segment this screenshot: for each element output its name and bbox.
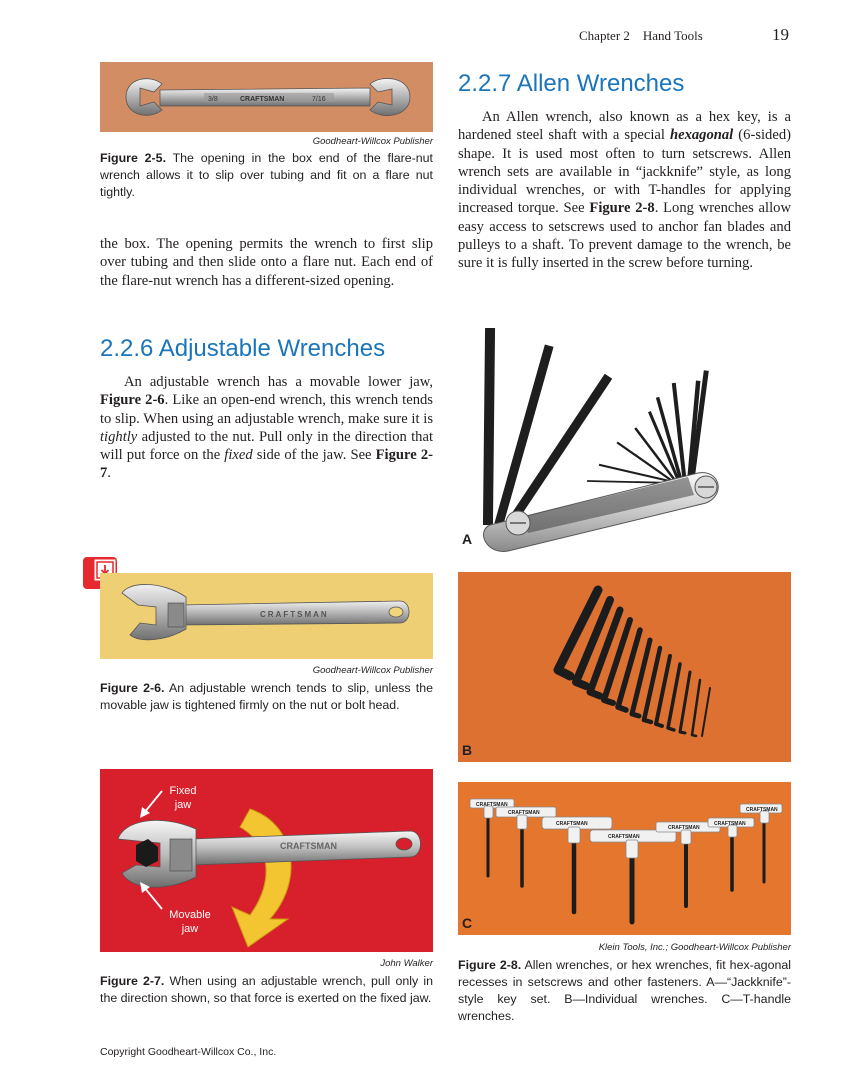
figure-2-8-photo-c [458,782,791,935]
figure-2-6-caption [100,680,433,714]
body-text: side of the jaw. See [252,447,376,464]
figure-2-7-label: Figure 2-7. [100,974,165,988]
section-title-2-2-7: 2.2.7 Allen Wrenches [458,70,685,97]
handle-brand: CRAFTSMAN [508,810,540,816]
figure-reference[interactable]: Figure 2-8 [589,200,655,217]
figure-2-7-caption [100,973,433,1007]
body-text: (6-sided) shape. It is used most often to turn setscrews. Allen wrench sets are available in “jackknife” style, as long individual wrenches, or with T-handles for applying increased torque. See [458,127,791,217]
figure-2-8-photo-b [458,572,791,762]
handle-brand: CRAFTSMAN [476,802,508,808]
figure-2-5-photo [100,62,433,132]
figure-2-7-photo [100,769,433,952]
figure-2-5-caption [100,150,433,201]
handle-brand: CRAFTSMAN [608,834,640,840]
handle-brand: CRAFTSMAN [556,821,588,827]
panel-label-b: B [462,742,473,758]
body-text: An Allen wrench, also known as a hex key, is a hardened steel shaft with a special [458,109,791,144]
wrench-stamp-left: 3/8 [208,96,218,103]
body-text: An adjustable wrench has a movable lower jaw, [124,374,433,390]
callout-movable-jaw-line1: Movable [169,909,211,921]
left-column-paragraph [100,235,433,290]
callout-fixed-jaw-line1: Fixed [169,785,197,797]
body-text: adjusted to the nut. Pull only in the direction that will put force on the [100,428,433,464]
emphasis-text: fixed [224,447,253,464]
paragraph-text: the box. The opening permits the wrench to first slip over tubing and then slide onto a flare nut. Each end of the flare-nut wrench has a different-sized opening. [100,236,433,289]
wrench-stamp: CRAFTSMAN [280,841,337,851]
handle-brand: CRAFTSMAN [746,807,778,813]
figure-2-6-photo [100,573,433,659]
figure-2-5-label: Figure 2-5. [100,151,167,165]
figure-2-7-credit: John Walker [380,958,433,969]
figure-2-8-caption [458,957,791,1025]
wrench-stamp-mid: CRAFTSMAN [240,96,285,103]
figure-2-6-caption-text: An adjustable wrench tends to slip, unless the movable jaw is tightened firmly on the nut or bolt head. [100,681,433,712]
panel-label-c: C [462,915,473,931]
emphasis-text: hexagonal [669,127,734,144]
body-text: . Like an open-end wrench, this wrench tends to slip. When using an adjustable wrench, make sure it is [100,392,433,427]
figure-2-5-credit: Goodheart-Willcox Publisher [312,136,433,147]
wrench-stamp: CRAFTSMAN [260,610,329,619]
figure-2-7-caption-text: When using an adjustable wrench, pull only in the direction shown, so that force is exerted on the fixed jaw. [100,974,434,1005]
figure-2-8-credit: Klein Tools, Inc.; Goodheart-Willcox Publisher [598,942,791,953]
emphasis-text: tightly [100,428,138,445]
figure-reference[interactable]: Figure 2-7 [100,447,433,482]
figure-2-8-photo-a [458,325,791,555]
section-2-2-6-body [100,373,433,483]
handle-brand: CRAFTSMAN [668,825,700,831]
handle-brand: CRAFTSMAN [714,821,746,827]
wrench-stamp-right: 7/16 [312,96,326,103]
figure-reference[interactable]: Figure 2-6 [100,392,165,409]
section-title-2-2-6: 2.2.6 Adjustable Wrenches [100,335,386,362]
section-2-2-7-body [458,108,791,273]
figure-2-5-caption-text: The opening in the box end of the flare-nut wrench allows it to slip over tubing and fit on a flare nut tightly. [100,151,433,199]
figure-2-8-caption-text: Allen wrenches, or hex wrenches, fit hex-agonal recesses in setscrews and other fasteners. A—“Jackknife”-style key set. B—Individual wrenches. C—T-handle wrenches. [458,958,791,1023]
page-number: 19 [772,25,789,44]
callout-fixed-jaw-line2: jaw [174,799,192,811]
figure-2-6-credit: Goodheart-Willcox Publisher [312,665,433,676]
panel-label-a: A [462,531,473,547]
running-header-chapter: Chapter 2 Hand Tools [579,28,703,43]
figure-2-8-label: Figure 2-8. [458,958,522,972]
figure-2-6-label: Figure 2-6. [100,681,165,695]
callout-movable-jaw-line2: jaw [181,923,199,935]
copyright-footer: Copyright Goodheart-Willcox Co., Inc. [100,1046,277,1058]
body-text: . [107,465,111,482]
body-text: . Long wrenches allow easy access to setscrews used to anchor fan blades and pulleys to a shaft. To prevent damage to the wrench, be sure it is fully inserted in the screw before turning. [458,200,791,272]
